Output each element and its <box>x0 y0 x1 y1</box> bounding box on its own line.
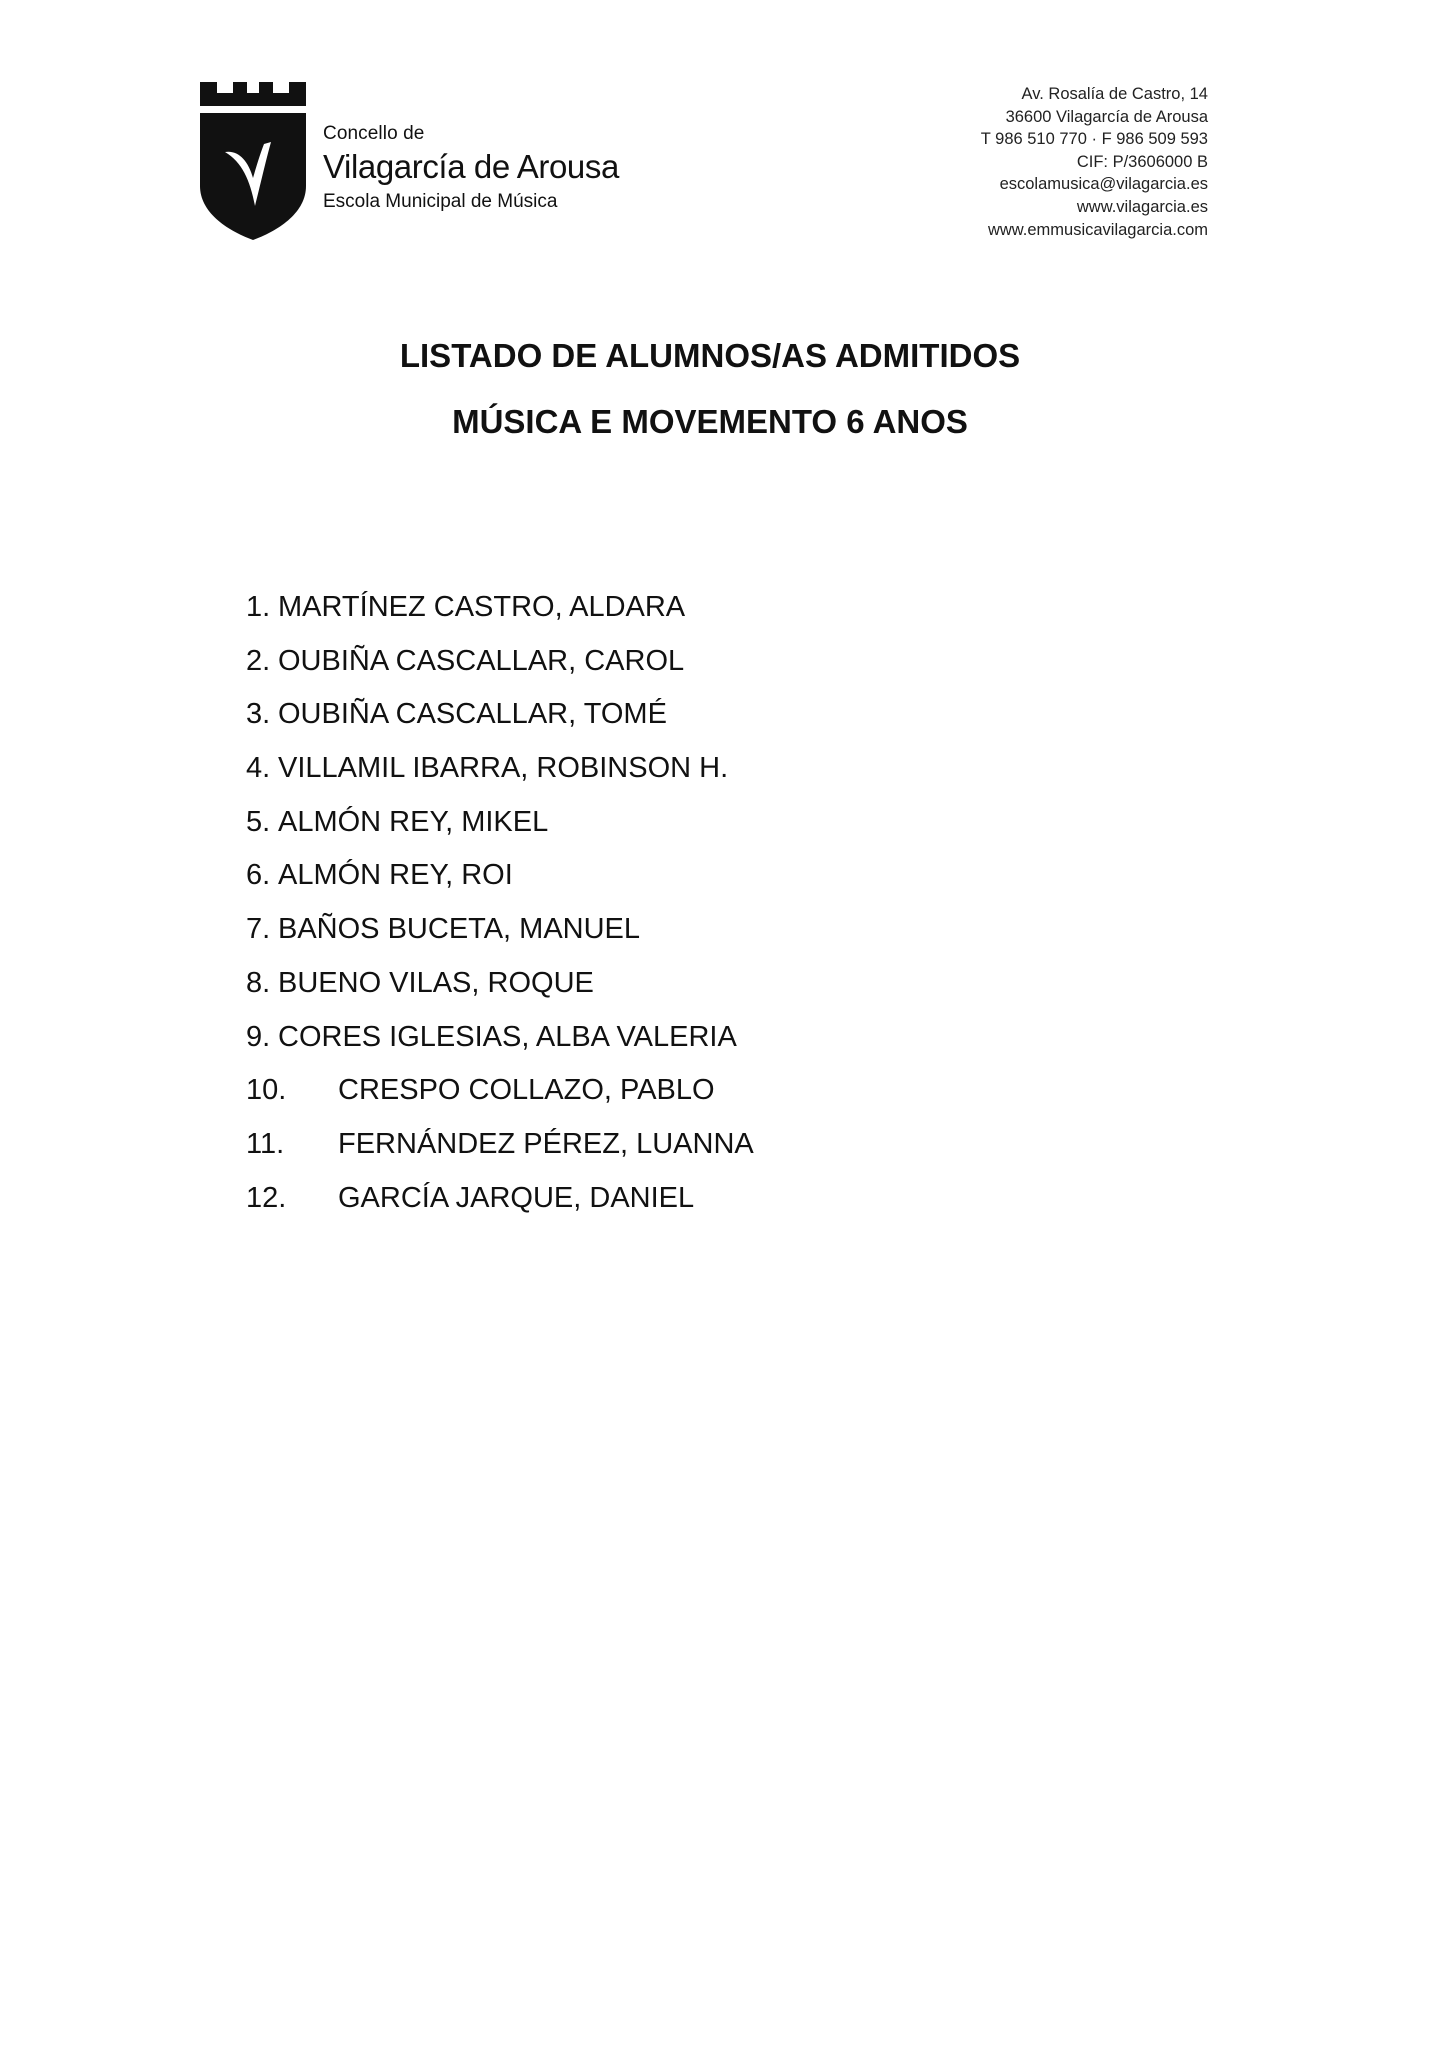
list-item <box>246 1015 754 1069</box>
item-number: 5. <box>246 805 271 838</box>
list-item <box>246 692 754 746</box>
student-name: CRESPO COLLAZO, PABLO <box>338 1074 715 1107</box>
page-title <box>0 334 1420 466</box>
student-name: ALMÓN REY, MIKEL <box>278 805 549 838</box>
item-number: 1. <box>246 591 271 623</box>
student-name: MARTÍNEZ CASTRO, ALDARA <box>278 591 686 623</box>
list-item <box>246 585 754 639</box>
item-number: 9. <box>246 1020 271 1053</box>
item-number: 4. <box>246 752 271 785</box>
logo-line-school: Escola Municipal de Música <box>323 191 558 212</box>
list-item <box>246 1122 754 1176</box>
student-name: BUENO VILAS, ROQUE <box>278 966 594 999</box>
contact-website-school: www.emmusicavilagarcia.com <box>987 220 1208 239</box>
list-item <box>246 853 754 907</box>
item-number: 10. <box>246 1074 287 1107</box>
list-item <box>246 639 754 693</box>
item-number: 6. <box>246 859 271 892</box>
logo <box>200 82 660 242</box>
student-name: BAÑOS BUCETA, MANUEL <box>278 913 641 946</box>
contact-address: Av. Rosalía de Castro, 14 <box>1021 85 1208 103</box>
student-list <box>246 585 754 1229</box>
contact-phone-fax: T 986 510 770 · F 986 509 593 <box>980 130 1208 149</box>
student-name: ALMÓN REY, ROI <box>278 859 513 892</box>
student-name: OUBIÑA CASCALLAR, TOMÉ <box>278 698 667 731</box>
student-name: GARCÍA JARQUE, DANIEL <box>338 1181 695 1214</box>
student-name: FERNÁNDEZ PÉREZ, LUANNA <box>338 1127 754 1160</box>
contact-cif: CIF: P/3606000 B <box>1076 152 1208 171</box>
logo-text <box>323 124 619 211</box>
contact-block <box>981 83 1208 241</box>
list-item <box>246 1068 754 1122</box>
contact-postcode: 36600 Vilagarcía de Arousa <box>1005 107 1208 126</box>
logo-line-town: Vilagarcía de Arousa <box>323 148 619 185</box>
contact-email: escolamusica@vilagarcia.es <box>999 175 1208 194</box>
student-name: CORES IGLESIAS, ALBA VALERIA <box>278 1020 737 1053</box>
student-name: OUBIÑA CASCALLAR, CAROL <box>278 644 685 677</box>
item-number: 3. <box>246 698 271 731</box>
item-number: 8. <box>246 966 271 999</box>
list-item <box>246 800 754 854</box>
title-line-1: LISTADO DE ALUMNOS/AS ADMITIDOS <box>399 337 1021 374</box>
item-number: 12. <box>246 1181 287 1214</box>
student-name: VILLAMIL IBARRA, ROBINSON H. <box>278 752 729 785</box>
list-item <box>246 746 754 800</box>
item-number: 7. <box>246 913 271 946</box>
list-item <box>246 907 754 961</box>
logo-line-concello: Concello de <box>323 123 425 144</box>
list-item <box>246 961 754 1015</box>
item-number: 2. <box>246 644 271 677</box>
list-item <box>246 1176 754 1230</box>
castle-shield-icon <box>200 82 306 240</box>
contact-website: www.vilagarcia.es <box>1076 197 1208 216</box>
item-number: 11. <box>246 1127 285 1160</box>
title-line-2: MÚSICA E MOVEMENTO 6 ANOS <box>452 403 968 440</box>
